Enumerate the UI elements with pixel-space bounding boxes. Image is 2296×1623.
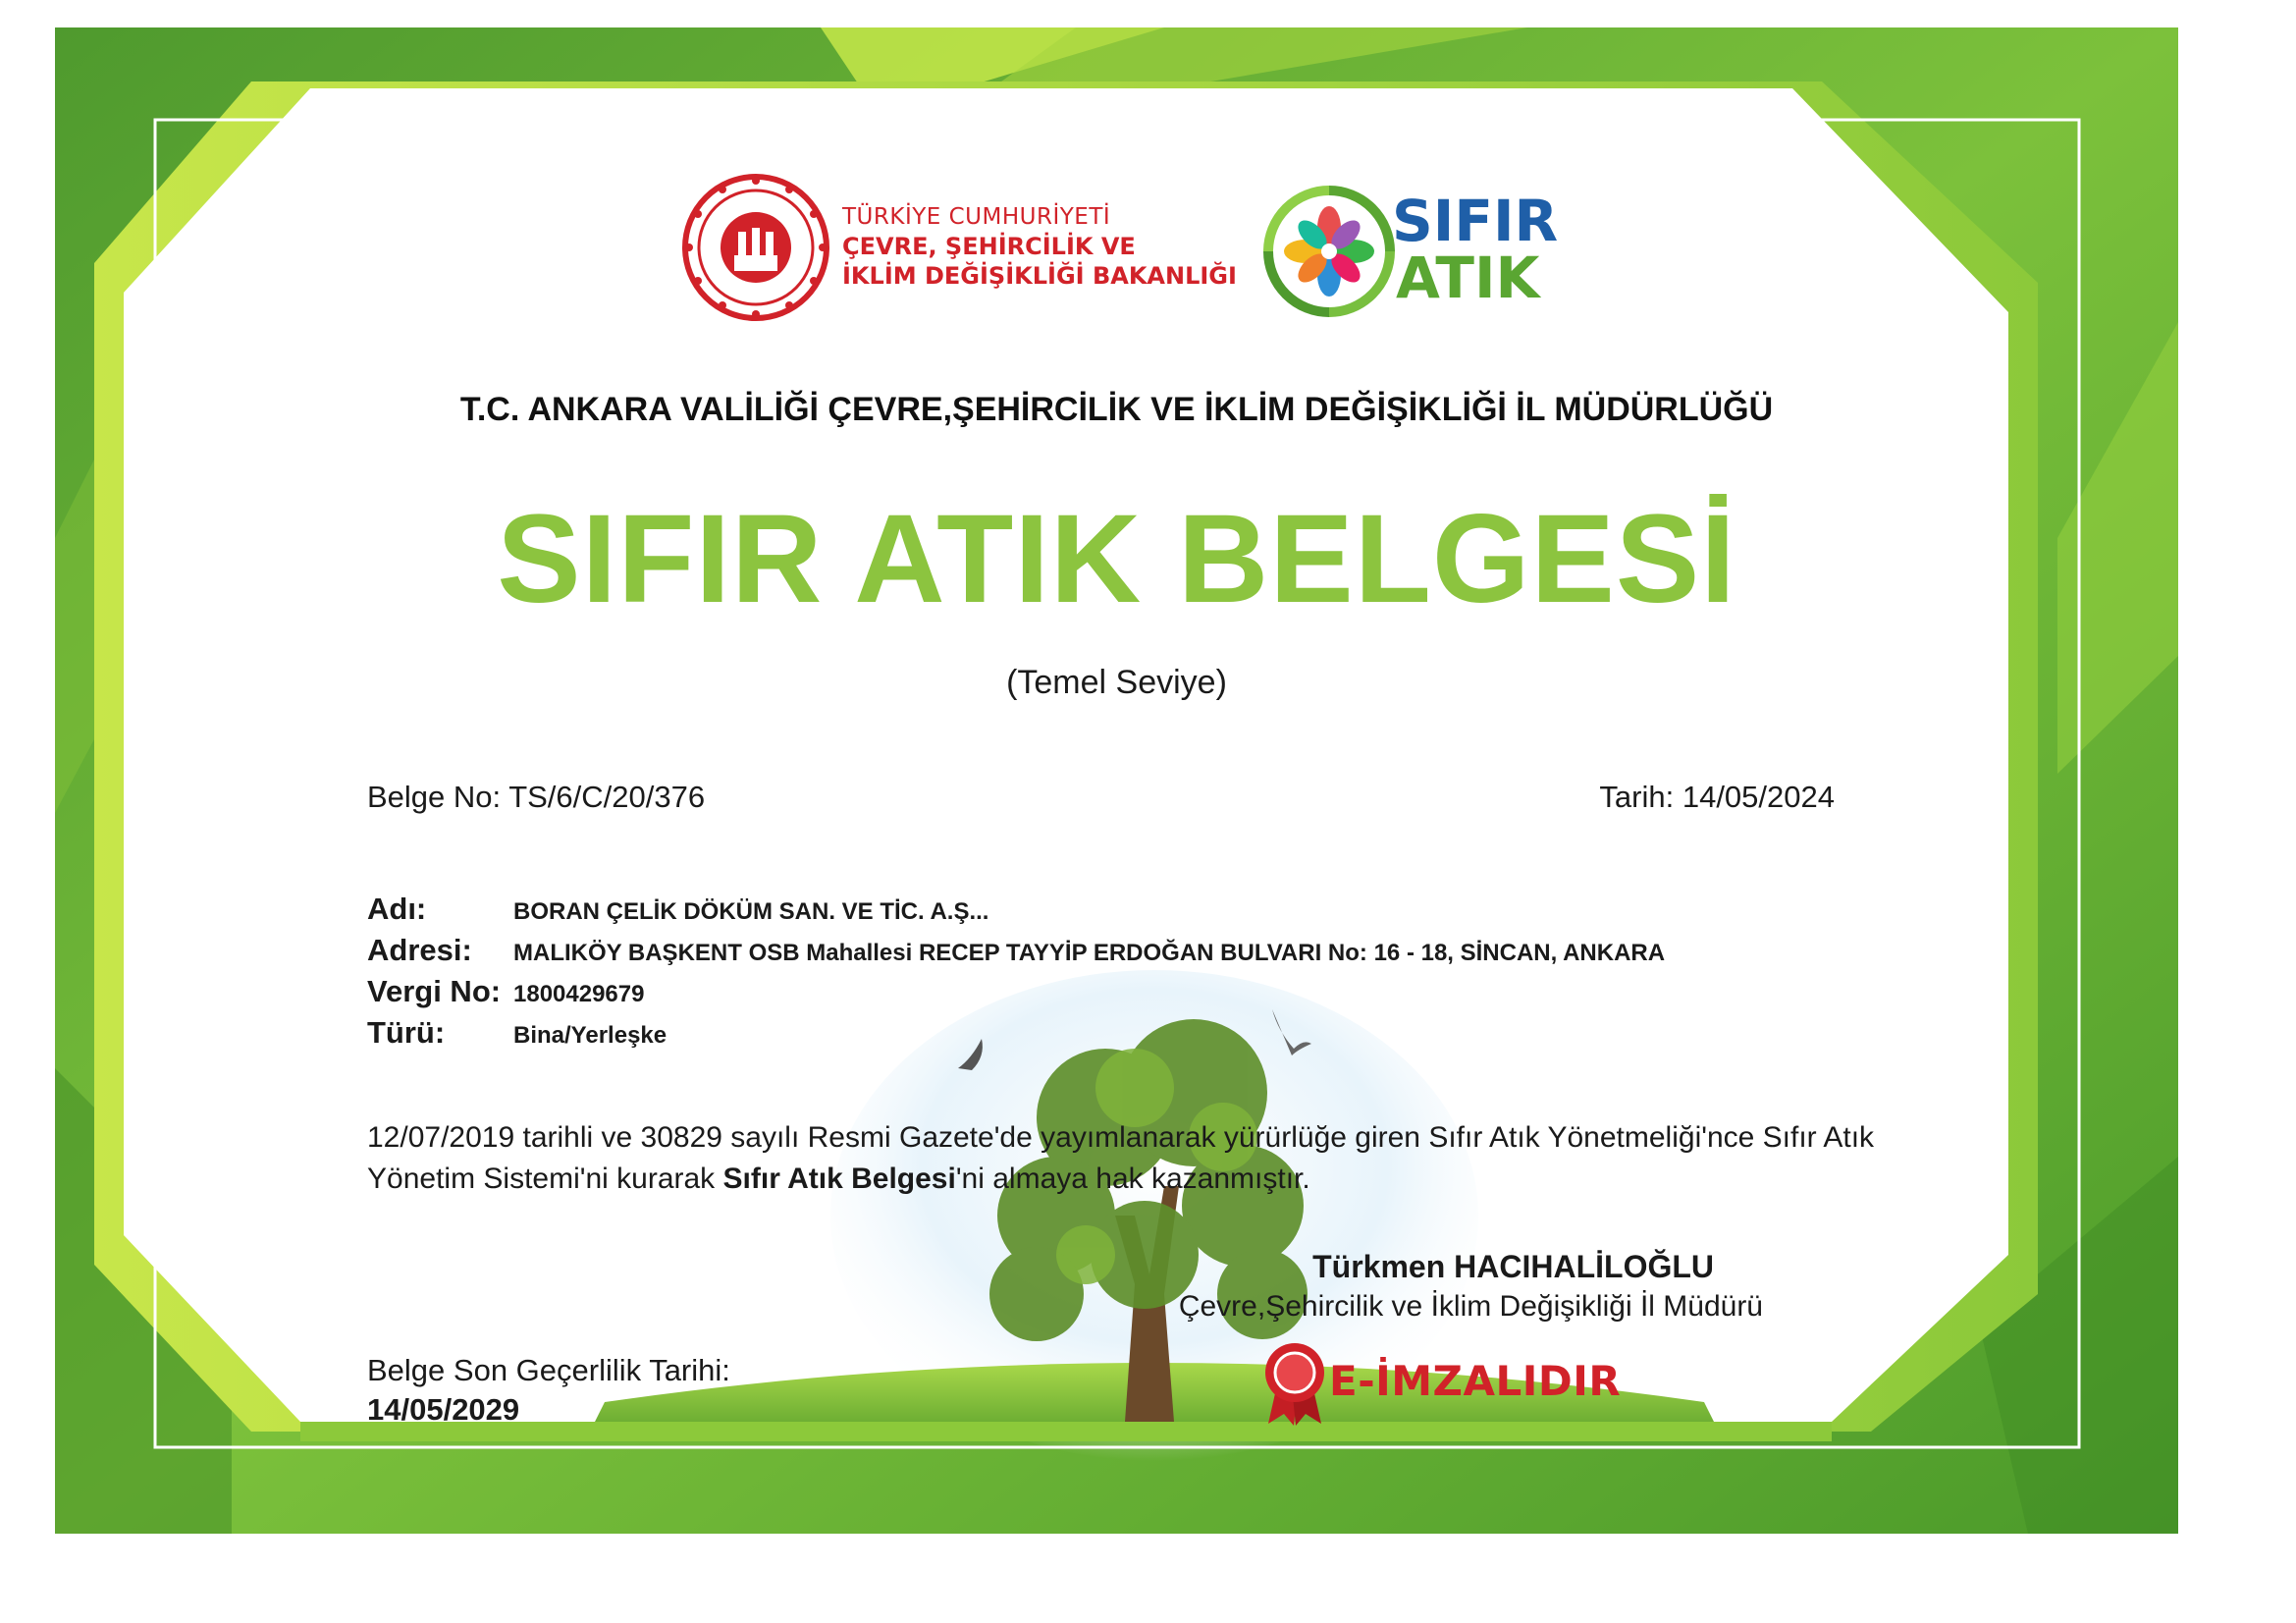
issuer-header: T.C. ANKARA VALİLİĞİ ÇEVRE,ŞEHİRCİLİK VE İKLİM DEĞİŞİKLİĞİ İL MÜDÜRLÜĞÜ xyxy=(459,391,1774,428)
field-label-tax-no: Vergi No: xyxy=(367,974,502,1008)
ministry-line-2: ÇEVRE, ŞEHİRCİLİK VE xyxy=(842,233,1136,260)
validity-label: Belge Son Geçerlilik Tarihi: xyxy=(367,1353,730,1387)
e-signed-badge: E-İMZALIDIR xyxy=(1329,1357,1622,1405)
ministry-line-1: TÜRKİYE CUMHURİYETİ xyxy=(842,204,1111,230)
certificate-statement xyxy=(367,1117,1898,1200)
certificate-level: (Temel Seviye) xyxy=(1006,664,1227,701)
field-value-type: Bina/Yerleşke xyxy=(513,1022,667,1049)
field-value-address: MALIKÖY BAŞKENT OSB Mahallesi RECEP TAYYİP ERDOĞAN BULVARI No: 16 - 18, SİNCAN, ANKARA xyxy=(513,940,1666,966)
issue-date: Tarih: 14/05/2024 xyxy=(1599,780,1835,814)
signatory-title: Çevre,Şehircilik ve İklim Değişikliği İl Müdürü xyxy=(1178,1290,1763,1323)
field-label-address: Adresi: xyxy=(367,933,472,967)
logo-word-atik: ATIK xyxy=(1396,244,1540,311)
statement-part-1: 12/07/2019 tarihli ve 30829 sayılı Resmi Gazete'de yayımlanarak yürürlüğe giren Sıfır Atık Yönetmeliği'nce Sıfır Atık Yönetim Sistemi'ni kurarak xyxy=(367,1121,1875,1195)
statement-part-2: 'ni almaya hak kazanmıştır. xyxy=(955,1163,1310,1195)
statement-bold: Sıfır Atık Belgesi xyxy=(722,1163,956,1195)
ministry-emblem-icon xyxy=(679,171,832,324)
field-value-tax-no: 1800429679 xyxy=(513,981,645,1007)
certificate xyxy=(55,27,2178,1534)
rosette-icon xyxy=(1260,1341,1329,1426)
field-label-name: Adı: xyxy=(367,892,427,926)
ministry-line-3: İKLİM DEĞİŞİKLİĞİ BAKANLIĞI xyxy=(842,262,1237,290)
ministry-name xyxy=(842,202,1237,291)
signatory-name: Türkmen HACIHALİLOĞLU xyxy=(1312,1249,1714,1284)
zero-waste-logo-icon xyxy=(1260,183,1398,320)
document-number: Belge No: TS/6/C/20/376 xyxy=(367,780,706,814)
certificate-title: SIFIR ATIK BELGESİ xyxy=(497,489,1736,629)
field-label-type: Türü: xyxy=(367,1015,446,1050)
validity-date: 14/05/2029 xyxy=(367,1392,520,1427)
logo-word-sifir: SIFIR xyxy=(1392,188,1559,254)
field-value-name: BORAN ÇELİK DÖKÜM SAN. VE TİC. A.Ş... xyxy=(513,898,989,925)
